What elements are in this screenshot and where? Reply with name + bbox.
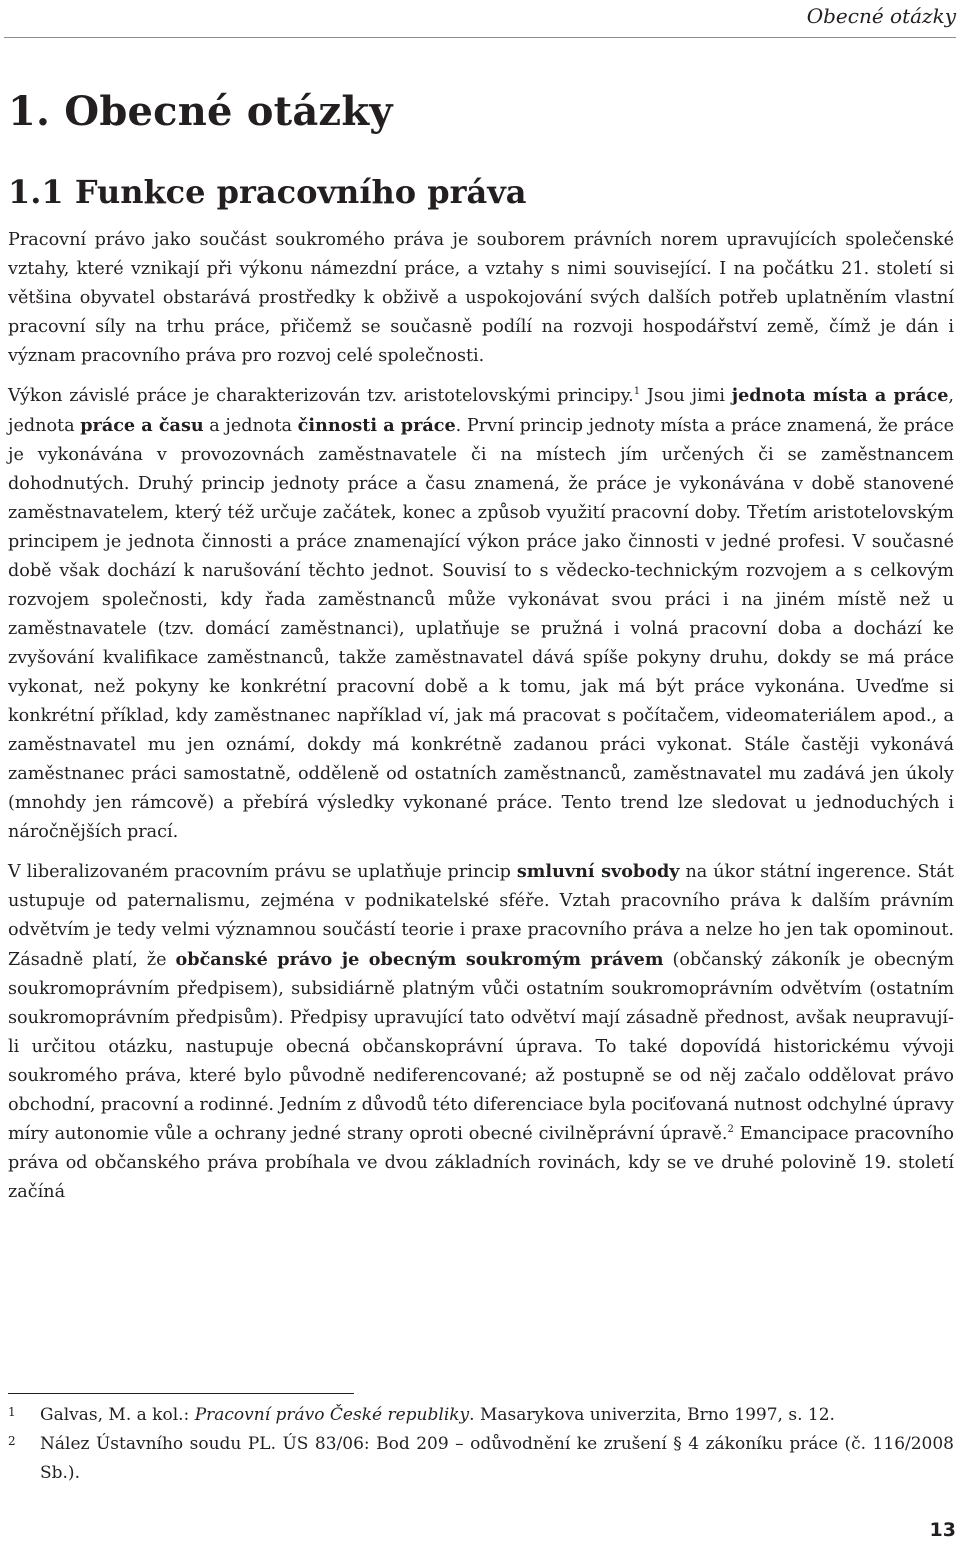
body-text [8, 226, 954, 1217]
header-rule [4, 37, 956, 38]
paragraph-text: Pracovní právo jako součást soukromého práva je souborem právních norem upravujících společenské vztahy, které vznikají při výkonu námezdní práce, a vztahy s nimi související. I na počátku 21. století si většina obyvatel obstarává prostředky k obživě a uspokojování svých dalších potřeb uplatněním vlastní pracovní síly na trhu práce, přičemž se současně podílí na rozvoji hospodářství země, čímž je dán i význam pracovního práva pro rozvoj celé společnosti. [8, 230, 954, 366]
paragraph-text: Emancipace pracovního práva od občanského práva probíhala ve dvou základních rovinách, kdy se ve druhé polovině 19. století začíná [8, 1124, 955, 1202]
paragraph-text: (občanský zákoník je obecným soukromoprávním předpisem), subsidiárně platným vůči ostatním soukromoprávním odvětvím (ostatním soukromoprávním předpisům). Předpisy upravující tato odvětví mají zásadně přednost, avšak neupravují-li určitou otázku, nastupuje obecná občanskoprávní úprava. To také dopovídá historickému vývoji soukromého práva, které bylo původně nediferencované; až postupně se od něj začalo oddělovat právo obchodní, pracovní a rodinné. Jedním z důvodů této diferenciace byla pociťovaná nutnost odchylné úpravy míry autonomie vůle a ochrany jedné strany oproti obecné civilněprávní úpravě. [8, 950, 954, 1144]
emphasis-text: smluvní svobody [516, 861, 680, 882]
footnote-2 [8, 1430, 954, 1488]
page-number: 13 [929, 1519, 956, 1541]
paragraph-1 [8, 226, 954, 371]
footnote-ref-1[interactable]: 1 [633, 386, 641, 398]
paragraph-text: a jednota [203, 416, 298, 436]
paragraph-text: , jednota [8, 386, 954, 436]
paragraph-text: Jsou jimi [640, 386, 732, 406]
footnote-text-part: Nález Ústavního soudu PL. ÚS 83/06: Bod 209 – odůvodnění ke zrušení § 4 zákoníku práce (č. 116/2008 Sb.). [40, 1434, 954, 1483]
footnote-text [40, 1401, 954, 1430]
footnote-text-part: Galvas, M. a kol.: [40, 1405, 195, 1425]
emphasis-text: činnosti a práce [297, 415, 456, 436]
footnote-rule [8, 1393, 354, 1394]
footnote-1 [8, 1401, 954, 1430]
section-title: 1.1 Funkce pracovního práva [8, 173, 527, 211]
footnotes [8, 1401, 954, 1488]
paragraph-3 [8, 857, 954, 1207]
paragraph-text: na úkor státní ingerence. Stát ustupuje od paternalismu, zejména v podnikatelské sféře. Vztah pracovního práva k dalším právním odvětvím je tedy velmi významnou součástí teorie i praxe pracovního práva a nelze ho jen tak opominout. Zásadně platí, že [8, 862, 954, 970]
paragraph-text: . První princip jednoty místa a práce znamená, že práce je vykonávána v provozovnách zaměstnavatele či na místech jím určených či se zaměstnancem dohodnutých. Druhý princip jednoty práce a času znamená, že práce je vykonávána v době stanovené zaměstnavatelem, který též určuje začátek, konec a způsob využití pracovní doby. Třetím aristotelovským principem je jednota činnosti a práce znamenající výkon práce jako činnosti v jedné profesi. V současné době však dochází k narušování těchto jednot. Souvisí to s vědecko-technickým rozvojem a s celkovým rozvojem společnosti, kdy řada zaměstnanců může vykonávat svou práci i na jiném místě než u zaměstnavatele (tzv. domácí zaměstnanci), uplatňuje se pružná i volná pracovní doba a dochází ke zvyšování kvalifikace zaměstnanců, takže zaměstnavatel dává spíše pokyny druhu, dokdy se má práce vykonat, než pokyny ke konkrétní pracovní době a k tomu, jak má být práce vykonána. Uveďme si konkrétní příklad, kdy zaměstnanec například ví, jak má pracovat s počítačem, videomateriálem apod., a zaměstnavatel mu jen oznámí, dokdy má konkrétně zadanou práci vykonat. Stále častěji vykonává zaměstnanec práci samostatně, odděleně od ostatních zaměstnanců, zaměstnavatel mu zadává jen úkoly (mnohdy jen rámcově) a přebírá výsledky vykonané práce. Tento trend lze sledovat u jednoduchých i náročnějších prací. [8, 416, 954, 842]
emphasis-text: práce a času [80, 415, 204, 436]
paragraph-2 [8, 381, 954, 847]
chapter-title: 1. Obecné otázky [8, 88, 393, 135]
emphasis-text: občanské právo je obecným soukromým právem [175, 949, 664, 970]
emphasis-text: jednota místa a práce [731, 385, 949, 406]
footnote-text-part: . Masarykova univerzita, Brno 1997, s. 12. [469, 1405, 835, 1425]
footnote-number: 2 [8, 1434, 16, 1448]
footnote-title: Pracovní právo České republiky [194, 1405, 470, 1425]
footnote-number: 1 [8, 1405, 16, 1419]
running-header: Obecné otázky [806, 4, 956, 28]
paragraph-text: Výkon závislé práce je charakterizován tzv. aristotelovskými principy. [8, 386, 634, 406]
paragraph-text: V liberalizovaném pracovním právu se uplatňuje princip [8, 862, 517, 882]
footnote-ref-2[interactable]: 2 [727, 1124, 734, 1136]
footnote-text [40, 1430, 954, 1488]
